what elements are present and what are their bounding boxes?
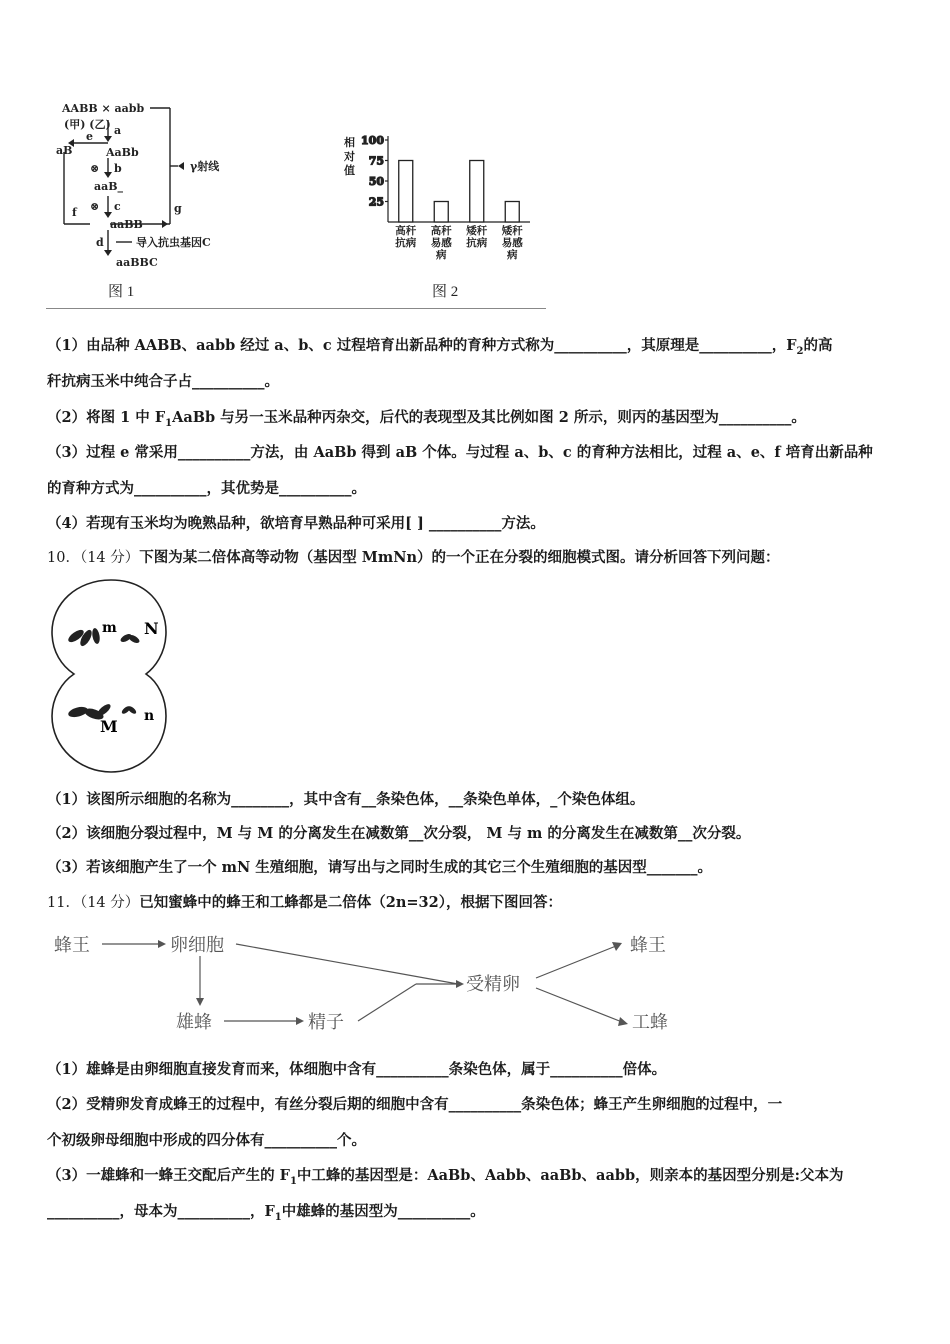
flow-queen-out: 蜂王 bbox=[630, 935, 666, 956]
fig2-ytick-label: 50 bbox=[368, 175, 384, 188]
bee-flow-diagram bbox=[46, 926, 696, 1038]
fig1-step-g: g bbox=[174, 202, 182, 215]
fig1-f1: AaBb bbox=[106, 146, 139, 159]
q9-line-3: （2）将图 1 中 $F_1AaBb$ 与另一玉米品种丙杂交，后代的表现型及其比例如图 2 所示，则丙的基因型为__________。 bbox=[47, 409, 806, 429]
fig1-caption: 图 1 bbox=[108, 284, 135, 300]
q11-line-3: 个初级卵母细胞中形成的四分体有__________个。 bbox=[47, 1132, 366, 1149]
label-m-top: m bbox=[102, 620, 117, 636]
q9-line-1: （1）由品种 AABB、aabb 经过 a、b、c 过程培育出新品种的育种方式称为__________，其原理是__________，$F_2$的高 bbox=[47, 337, 833, 357]
q11-line-2: （2）受精卵发育成蜂王的过程中，有丝分裂后期的细胞中含有__________条染色体；蜂王产生卵细胞的过程中，一 bbox=[47, 1096, 783, 1113]
flow-drone: 雄蜂 bbox=[176, 1012, 212, 1033]
fig2-ytick-label: 75 bbox=[368, 154, 384, 168]
figure-1 bbox=[50, 96, 300, 306]
fig2-xtick-label: 易感 bbox=[430, 237, 452, 249]
q11-line-1: （1）雄蜂是由卵细胞直接发育而来，体细胞中含有__________条染色体，属于__________倍体。 bbox=[47, 1061, 667, 1078]
fig2-ylabel-char: 对 bbox=[344, 150, 355, 163]
flow-sperm: 精子 bbox=[308, 1012, 344, 1033]
fig1-aabbc: aaBBC bbox=[116, 256, 158, 269]
fig1-aabb-out: aaBB bbox=[110, 218, 143, 231]
fig2-xtick-label: 抗病 bbox=[395, 237, 417, 249]
q11-line-4: （3）一雄蜂和一蜂王交配后产生的 $F_1$中工蜂的基因型是：AaBb、Aabb、aaBb、aabb，则亲本的基因型分别是:父本为 bbox=[47, 1167, 844, 1187]
fig2-ylabel-char: 值 bbox=[344, 164, 355, 177]
fig1-self-icon-2: ⊗ bbox=[90, 200, 100, 213]
fig2-caption: 图 2 bbox=[432, 284, 459, 300]
q9-line-5: 的育种方式为__________，其优势是__________。 bbox=[47, 480, 366, 497]
q9-line-2: 秆抗病玉米中纯合子占__________。 bbox=[47, 373, 279, 390]
fig1-gamma: γ射线 bbox=[190, 160, 220, 173]
fig2-xtick-label: 矮秆 bbox=[466, 225, 488, 237]
fig1-self-icon: ⊗ bbox=[90, 162, 100, 175]
fig2-xtick-label: 高秆 bbox=[395, 225, 417, 237]
fig2-bar bbox=[505, 202, 519, 223]
fig2-xtick-label: 矮秆 bbox=[501, 225, 523, 237]
q10-stem: 10．（14 分）下图为某二倍体高等动物（基因型 MmNn）的一个正在分裂的细胞模式图。请分析回答下列问题： bbox=[47, 549, 780, 566]
q10-line-3: （3）若该细胞产生了一个 mN 生殖细胞，请写出与之同时生成的其它三个生殖细胞的基因型_______。 bbox=[47, 859, 713, 876]
fig2-xtick-label: 抗病 bbox=[466, 237, 488, 249]
fig1-step-e: e bbox=[86, 130, 93, 143]
fig2-xtick-label: 易感 bbox=[501, 237, 523, 249]
flow-egg: 卵细胞 bbox=[170, 935, 224, 956]
fig2-ytick-label: 100 bbox=[361, 134, 384, 147]
figure-2-chart bbox=[340, 126, 560, 306]
fig1-step-f: f bbox=[72, 206, 77, 219]
fig2-xtick-label: 病 bbox=[436, 249, 447, 261]
flow-queen: 蜂王 bbox=[54, 935, 90, 956]
fig1-step-b: b bbox=[114, 162, 122, 175]
fig2-bar bbox=[434, 202, 448, 223]
fig2-xtick-label: 病 bbox=[507, 249, 518, 261]
figure-divider bbox=[46, 308, 546, 309]
fig2-bar bbox=[399, 161, 413, 223]
q11-line-5: __________，母本为__________，$F_1$中雄蜂的基因型为__________。 bbox=[47, 1203, 485, 1223]
q10-line-2: （2）该细胞分裂过程中，M 与 M 的分离发生在减数第__次分裂， M 与 m 的分离发生在减数第__次分裂。 bbox=[47, 825, 751, 842]
q9-line-6: （4）若现有玉米均为晚熟品种，欲培育早熟品种可采用[ ] __________方法。 bbox=[47, 515, 545, 532]
flow-zygote: 受精卵 bbox=[466, 974, 520, 995]
fig2-xtick-label: 高秆 bbox=[430, 225, 452, 237]
label-n-bottom: n bbox=[144, 708, 155, 724]
fig1-ab-left: aB bbox=[56, 144, 73, 157]
q10-line-1: （1）该图所示细胞的名称为________，其中含有__条染色体，__条染色单体，_个染色体组。 bbox=[47, 791, 645, 808]
fig1-import-gene: 导入抗虫基因C bbox=[136, 236, 211, 249]
fig1-ab-mid: aaB_ bbox=[94, 180, 124, 193]
fig1-parents: (甲) (乙) bbox=[64, 118, 111, 131]
fig2-bar bbox=[470, 161, 484, 223]
flow-worker: 工蜂 bbox=[632, 1012, 668, 1033]
q9-line-4: （3）过程 e 常采用__________方法，由 AaBb 得到 aB 个体。与过程 a、b、c 的育种方法相比，过程 a、e、f 培育出新品种 bbox=[47, 444, 873, 461]
fig1-step-c: c bbox=[114, 200, 121, 213]
fig2-ylabel-char: 相 bbox=[344, 136, 355, 149]
fig1-step-d: d bbox=[96, 236, 104, 249]
cell-diagram bbox=[46, 576, 176, 776]
fig1-cross: AABB × aabb bbox=[62, 102, 145, 115]
q11-stem: 11．（14 分）已知蜜蜂中的蜂王和工蜂都是二倍体（2n=32），根据下图回答： bbox=[47, 894, 562, 911]
fig1-step-a: a bbox=[114, 124, 122, 137]
label-N-top: N bbox=[144, 619, 159, 638]
fig2-ytick-label: 25 bbox=[368, 195, 384, 209]
label-M-bottom: M bbox=[100, 717, 118, 736]
